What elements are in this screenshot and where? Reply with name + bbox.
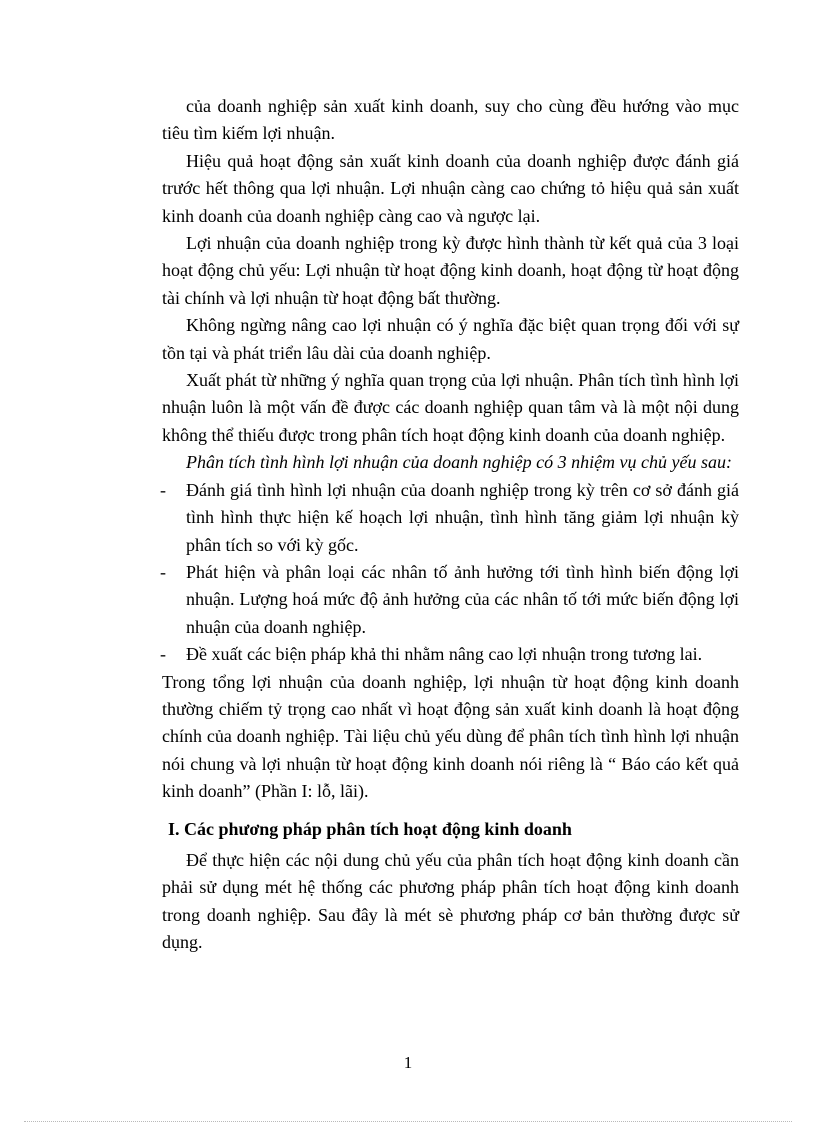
paragraph-closing: Trong tổng lợi nhuận của doanh nghiệp, lợi nhuận từ hoạt động kinh doanh thường chiếm tỷ trọng cao nhất vì hoạt động sản xuất kinh doanh là hoạt động chính của doanh nghiệp. Tài liệu chủ yếu dùng để phân tích tình hình lợi nhuận nói chung và lợi nhuận từ hoạt động kinh doanh nói riêng là “ Báo cáo kết quả kinh doanh” (Phần I: lỗ, lãi). [162, 671, 739, 802]
section-heading: I. Các phương pháp phân tích hoạt động kinh doanh [168, 818, 572, 839]
paragraph-efficiency: Hiệu quả hoạt động sản xuất kinh doanh của doanh nghiệp được đánh giá trước hết thông qua lợi nhuận. Lợi nhuận càng cao chứng tỏ hiệu quả sản xuất kinh doanh của doanh nghiệp càng cao và ngược lại. [162, 150, 739, 226]
list-item [162, 559, 739, 641]
page-number: 1 [403, 1053, 413, 1072]
bullet-dash: - [160, 644, 166, 665]
list-item-text: Đánh giá tình hình lợi nhuận của doanh nghiệp trong kỳ trên cơ sở đánh giá tình hình thực hiện kế hoạch lợi nhuận, tình hình tăng giảm lợi nhuận kỳ phân tích so với kỳ gốc. [186, 479, 739, 555]
paragraph-profit-sources: Lợi nhuận của doanh nghiệp trong kỳ được hình thành từ kết quả của 3 loại hoạt động chủ yếu: Lợi nhuận từ hoạt động kinh doanh, hoạt động từ hoạt động tài chính và lợi nhuận từ hoạt động bất thường. [162, 233, 739, 308]
list-item-text: Đề xuất các biện pháp khả thi nhằm nâng cao lợi nhuận trong tương lai. [186, 644, 703, 665]
bullet-dash: - [160, 561, 166, 582]
bullet-dash: - [160, 479, 166, 500]
page-bottom-divider [24, 1121, 792, 1122]
list-item [162, 641, 739, 668]
paragraph-importance: Không ngừng nâng cao lợi nhuận có ý nghĩa đặc biệt quan trọng đối với sự tồn tại và phát triển lâu dài của doanh nghiệp. [162, 315, 739, 363]
paragraph-analysis-need: Xuất phát từ những ý nghĩa quan trọng của lợi nhuận. Phân tích tình hình lợi nhuận luôn là một vấn đề được các doanh nghiệp quan tâm và là một nội dung không thể thiếu được trong phân tích hoạt động kinh doanh của doanh nghiệp. [162, 370, 739, 445]
task-list [162, 477, 739, 669]
list-item [162, 477, 739, 559]
list-item-text: Phát hiện và phân loại các nhân tố ảnh hưởng tới tình hình biến động lợi nhuận. Lượng hoá mức độ ảnh hưởng của các nhân tố tới mức biến động lợi nhuận của doanh nghiệp. [186, 561, 739, 637]
paragraph-continuation: của doanh nghiệp sản xuất kinh doanh, suy cho cùng đều hướng vào mục tiêu tìm kiếm lợi nhuận. [162, 96, 739, 144]
italic-intro: Phân tích tình hình lợi nhuận của doanh nghiệp có 3 nhiệm vụ chủ yếu sau: [186, 452, 733, 473]
paragraph-methods: Để thực hiện các nội dung chủ yếu của phân tích hoạt động kinh doanh cần phải sử dụng mét hệ thống các phương pháp phân tích hoạt động kinh doanh trong doanh nghiệp. Sau đây là mét sè phương pháp cơ bản thường được sử dụng. [162, 849, 739, 953]
page-body [162, 93, 739, 957]
